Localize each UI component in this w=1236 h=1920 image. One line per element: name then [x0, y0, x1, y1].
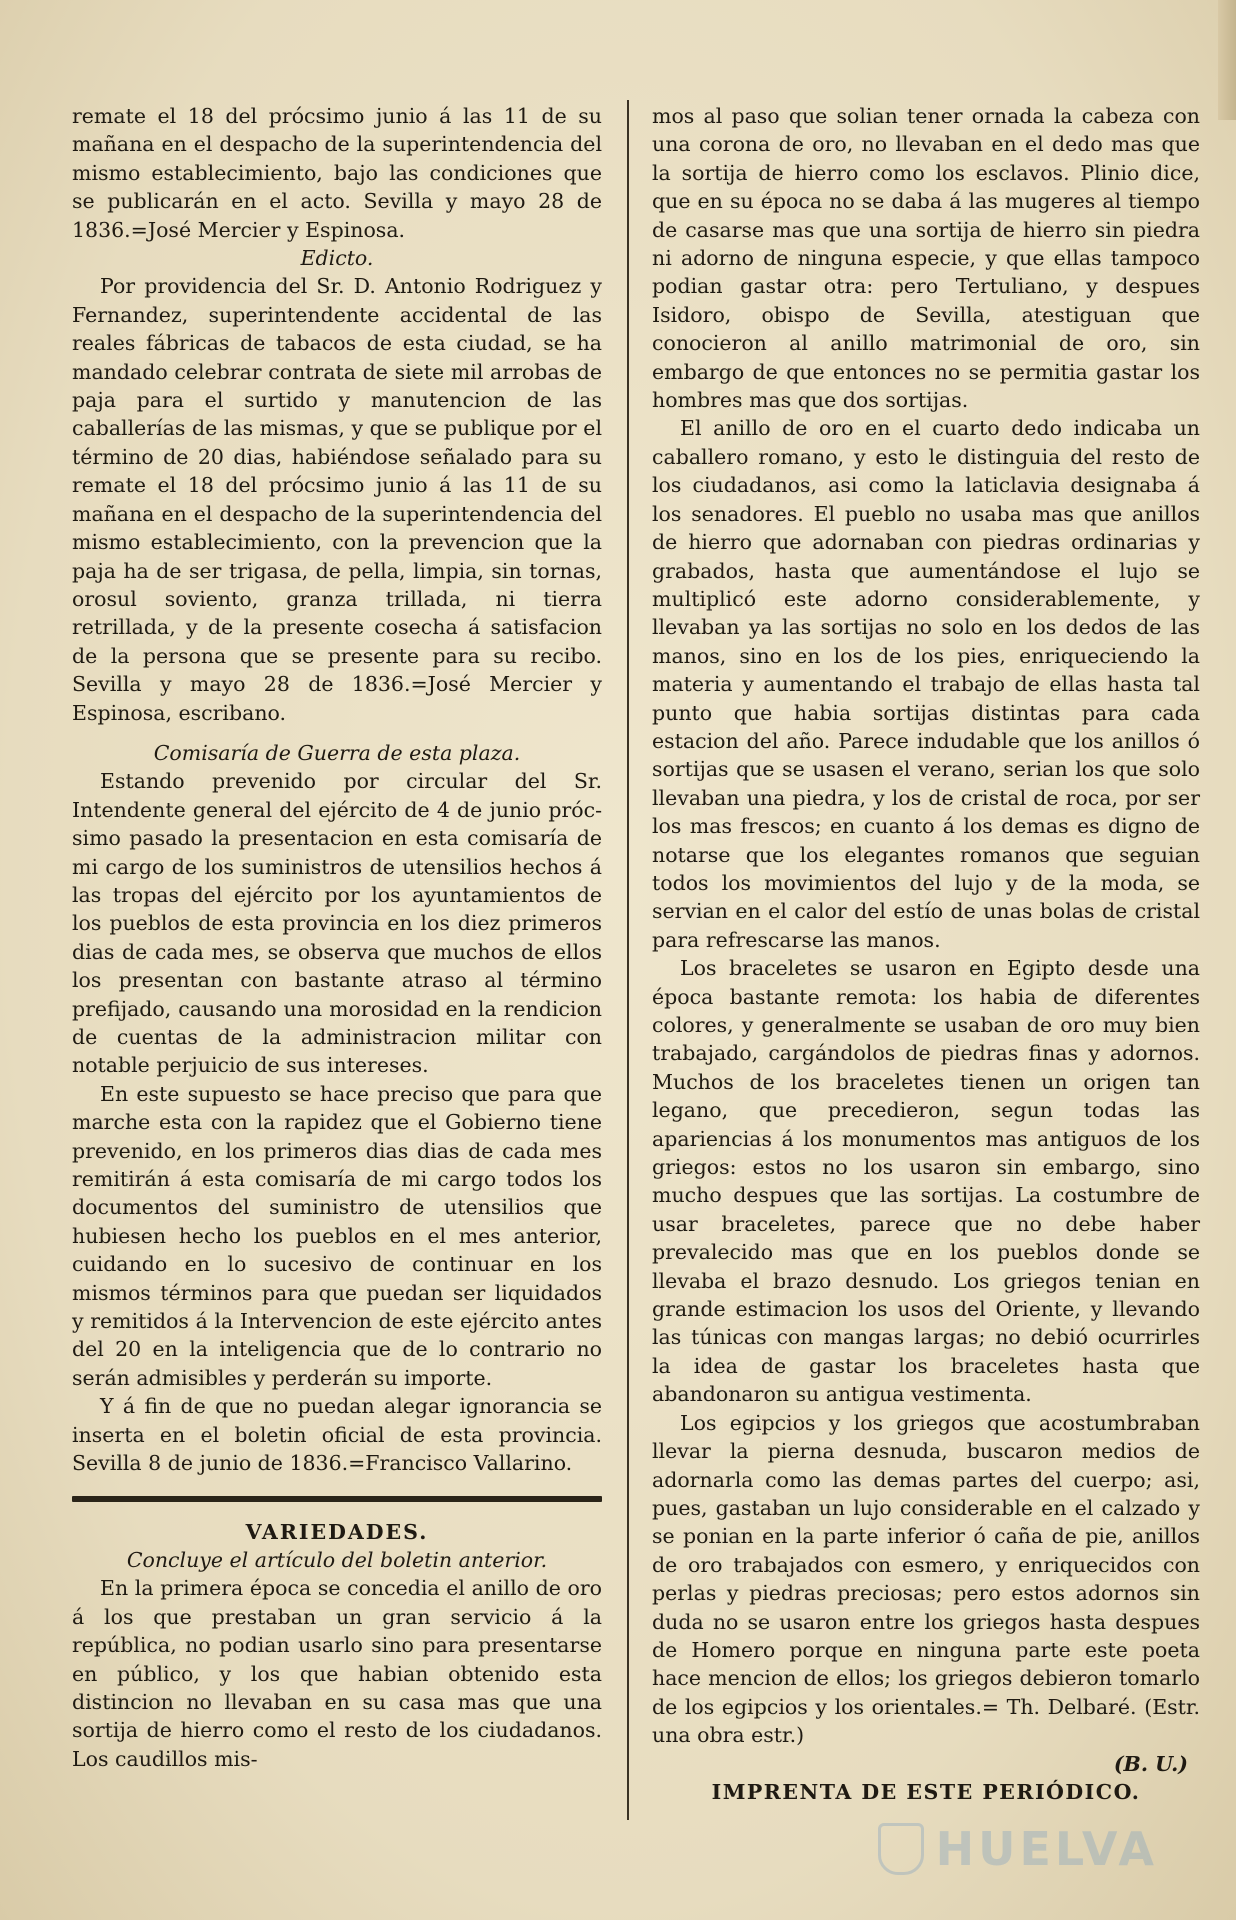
- right-column: [652, 102, 1200, 1806]
- variedades-heading: VARIEDADES.: [245, 1519, 429, 1544]
- paragraph: Los egipcios y los griegos que acostumbraban llevar la pierna desnuda, buscaron medios de adornarla como las demas partes del cuerpo; asi, pues, gastaban un lujo considerable en el calzado y se ponian en la parte inferior ó caña de pie, anillos de oro trabajados con esmero, y enriquecidos con perlas y piedras preciosas; pero estos adornos sin duda no se usaron entre los griegos hasta despues de Homero porque en ninguna parte este poeta hace mencion de ellos; los griegos debieron tomarlo de los egipcios y los orientales.= Th. Delbaré. (Estr. una obra estr.): [652, 1410, 1200, 1748]
- paragraph: El anillo de oro en el cuarto dedo indicaba un caballero romano, y esto le distinguia del resto de los ciudadanos, asi como la laticlavia designaba á los senadores. El pueblo no usaba mas que anillos de hierro que adornaban con piedras ordinarias y grabados, hasta que aumentándose el lujo se multiplicó este adorno considerablemente, y llevaban ya las sortijas no solo en los dedos de las manos, sino en los de los pies, enriqueciendo la materia y aumentando el trabajo de ellas hasta tal punto que habia sortijas distintas para cada estacion del año. Parece indudable que los anillos ó sortijas que se usasen el verano, serian los que solo llevaban una piedra, y los de cristal de roca, por ser los mas frescos; en cuanto á los demas es digno de notarse que los elegantes romanos que seguian todos los movimientos del lujo y de la moda, se servian en el calor del estío de unas bolas de cristal para refrescarse las manos.: [652, 416, 1200, 952]
- variedades-subtitle: Concluye el artículo del boletin anterior.: [126, 1547, 548, 1572]
- paragraph: En este supuesto se hace preciso que para que marche esta con la rapidez que el Gobierno tiene prevenido, en los primeros dias dias de cada mes remitirán á esta comisaría de mi cargo todos los documentos del suministro de utensilios que hubiesen hecho los pueblos en el mes anterior, cuidando en lo sucesivo de continuar en los mismos términos para que puedan ser liquidados y remitidos á la Intervencion de este ejército antes del 20 en la inteligencia que de lo contrario no serán admisibles y perderán su importe.: [72, 1081, 602, 1390]
- column-divider: [627, 100, 629, 1820]
- paragraph: remate el 18 del prócsimo junio á las 11 de su mañana en el despacho de la superintendencia del mismo establecimiento, bajo las condiciones que se publicarán en el acto. Sevilla y mayo 28 de 1836.=José Mercier y Espinosa.: [72, 104, 602, 242]
- shield-icon: [878, 1823, 924, 1875]
- section-divider: [72, 1496, 602, 1502]
- section-title: Comisaría de Guerra de esta plaza.: [153, 740, 521, 765]
- paragraph: Los braceletes se usaron en Egipto desde una época bastante remota: los habia de diferentes colores, y generalmente se usaban de oro muy bien trabajado, cargándolos de piedras finas y adornos. Muchos de los braceletes tienen un origen tan legano, que precedieron, segun todas las apariencias á los monumentos mas antiguos de los griegos: estos no los usaron sin embargo, sino mucho despues que las sortijas. La costumbre de usar braceletes, parece que no debe haber prevalecido mas que en los pueblos donde se llevaba el brazo desnudo. Los griegos tenian en grande estimacion los usos del Oriente, y llevando las túnicas con mangas largas; no debió ocurrirles la idea de gastar los braceletes hasta que abandonaron su antigua vestimenta.: [652, 956, 1200, 1407]
- page-edge: [1218, 0, 1236, 120]
- edict-title: Edicto.: [300, 246, 374, 271]
- paragraph: mos al paso que solian tener ornada la cabeza con una corona de oro, no llevaban en el dedo mas que la sortija de hierro como los esclavos. Plinio dice, que en su época no se daba á las mugeres al tiempo de casarse mas que una sortija de hierro sin piedra ni adorno de ninguna especie, y que ellas tampoco podian gastar otra: pero Tertuliano, y despues Isidoro, obispo de Sevilla, atestiguan que conocieron al anillo matrimonial de oro, sin embargo de que entonces no se permitia gastar los hombres mas que dos sortijas.: [652, 104, 1200, 413]
- watermark-text: HUELVA: [935, 1822, 1158, 1876]
- paragraph: Estando prevenido por circular del Sr. Intendente general del ejército de 4 de junio próc-simo pasado la presentacion en esta comisaría de mi cargo de los suministros de utensilios hechos á las tropas del ejército por los ayuntamientos de los pueblos de esta provincia en los diez primeros dias de cada mes, se observa que muchos de ellos los presentan con bastante atraso al término prefijado, causando una morosidad en la rendicion de cuentas de la administracion militar con notable perjuicio de sus intereses.: [72, 769, 602, 1078]
- left-column: [72, 102, 602, 1773]
- imprint-line: IMPRENTA DE ESTE PERIÓDICO.: [711, 1779, 1141, 1804]
- paragraph: Y á fin de que no puedan alegar ignorancia se inserta en el boletin oficial de esta provincia. Sevilla 8 de junio de 1836.=Francisco Vallarino.: [72, 1394, 602, 1476]
- paragraph: En la primera época se concedia el anillo de oro á los que prestaban un gran servicio á la república, no podian usarlo sino para presentarse en público, y los que habian obtenido esta distincion no llevaban en su casa mas que una sortija de hierro como el resto de los ciudadanos. Los caudillos mis-: [72, 1576, 602, 1771]
- signature: (B. U.): [1113, 1751, 1188, 1776]
- huelva-watermark: [878, 1822, 1158, 1876]
- paragraph: Por providencia del Sr. D. Antonio Rodriguez y Fernandez, superintendente accidental de las reales fábricas de tabacos de esta ciudad, se ha mandado celebrar contrata de siete mil arrobas de paja para el surtido y manutencion de las caballerías de las mismas, y que se publique por el término de 20 dias, habiéndose señalado para su remate el 18 del prócsimo junio á las 11 de su mañana en el despacho de la superintendencia del mismo establecimiento, con la prevencion que la paja ha de ser trigasa, de pella, limpia, sin tornas, orosul soviento, granza trillada, ni tierra retrillada, y de la presente cosecha á satisfacion de la persona que se presente para su recibo. Sevilla y mayo 28 de 1836.=José Mercier y Espinosa, escribano.: [72, 274, 602, 725]
